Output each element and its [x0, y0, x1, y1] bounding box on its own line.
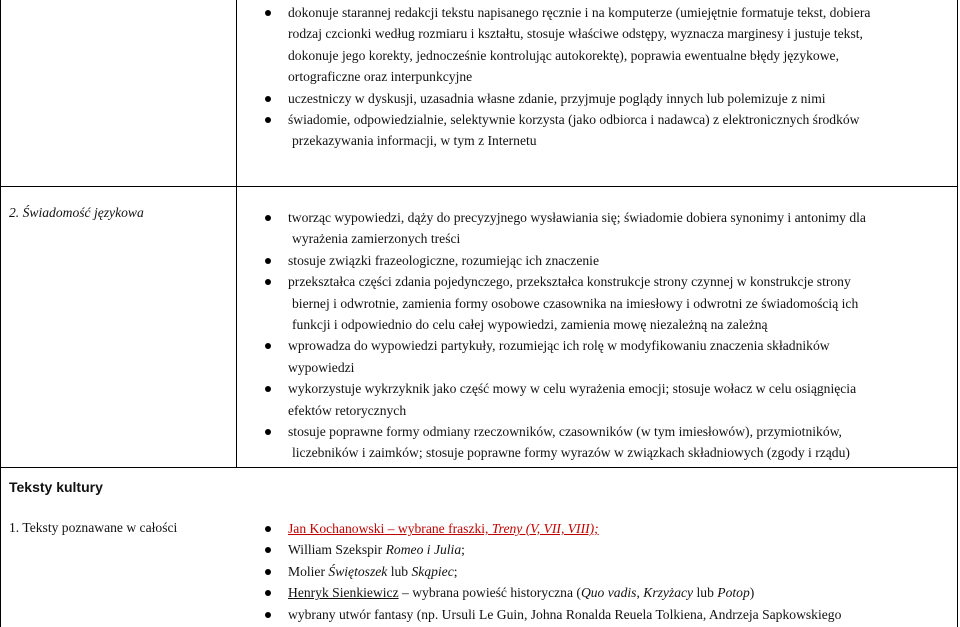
section3-title: Teksty kultury [9, 479, 103, 495]
bullet-icon [265, 343, 271, 349]
work-title: Quo vadis [580, 585, 637, 601]
list-item: uczestniczy w dyskusji, uzasadnia własne zdanie, przyjmuje poglądy innych lub polemizuje z nimi [288, 88, 952, 109]
bullet-icon [265, 117, 271, 123]
bullet-icon [265, 547, 271, 553]
list-item: świadomie, odpowiedzialnie, selektywnie korzysta (jako odbiorca i nadawca) z elektronicznych środków przekazywania informacji, w tym z Internetu [288, 109, 952, 152]
bullet-icon [265, 258, 271, 264]
work-title: Potop [717, 585, 750, 601]
section3-subheading: 1. Teksty poznawane w całości [9, 520, 178, 535]
section2-list [288, 207, 952, 464]
list-item: tworząc wypowiedzi, dąży do precyzyjnego wysławiania się; świadomie dobiera synonimy i antonimy dla wyrażenia zamierzonych treści [288, 207, 952, 250]
list-item: przekształca części zdania pojedynczego, przekształca konstrukcje strony czynnej w konstrukcje strony biernej i odwrotnie, zamienia formy osobowe czasownika na imiesłowy i odwrotni ze świadomością ich funkcji i odpowiednio do celu całej wypowiedzi, zamienia mowę niezależną na zależną [288, 271, 952, 335]
bullet-icon [265, 612, 271, 618]
list-item: Molier Świętoszek lub Skąpiec; [288, 561, 952, 582]
list-item: dokonuje starannej redakcji tekstu napisanego ręcznie i na komputerze (umiejętnie formatuje tekst, dobiera rodzaj czcionki według rozmiaru i kształtu, stosuje właściwe odstępy, wyznacza marginesy i justuje tekst, dokonuje jego korekty, jednocześnie kontrolując autokorektę), poprawia ewentualne błędy językowe, ortograficzne oraz interpunkcyjne [288, 2, 952, 88]
table-column-divider [236, 0, 237, 468]
list-item: wprowadza do wypowiedzi partykuły, rozumiejąc ich rolę w modyfikowaniu znaczenia składników wypowiedzi [288, 335, 952, 378]
section2-heading: 2. Świadomość językowa [9, 205, 144, 220]
bullet-icon [265, 386, 271, 392]
list-item: wybrany utwór fantasy (np. Ursuli Le Guin, Johna Ronalda Reuela Tolkiena, Andrzeja Sapkowskiego [288, 604, 952, 625]
author-link[interactable]: Jan Kochanowski [288, 521, 385, 536]
work-title: Krzyżacy [643, 585, 694, 601]
work-title: Skąpiec [411, 563, 454, 579]
table-row-divider [0, 467, 958, 468]
bullet-icon [265, 279, 271, 285]
bullet-icon [265, 569, 271, 575]
author-link[interactable]: Henryk Sienkiewicz [288, 585, 399, 601]
work-title: Świętoszek [328, 563, 388, 579]
bullet-icon [265, 96, 271, 102]
bullet-icon [265, 526, 271, 532]
bullet-icon [265, 215, 271, 221]
work-title: Romeo i Julia [385, 542, 462, 558]
list-item: William Szekspir Romeo i Julia; [288, 539, 952, 560]
bullet-icon [265, 429, 271, 435]
bullet-icon [265, 590, 271, 596]
list-item: stosuje związki frazeologiczne, rozumiejąc ich znaczenie [288, 250, 952, 271]
table-border-right [957, 0, 958, 627]
work-title: Treny (V, VII, VIII); [491, 521, 599, 536]
section3-list [288, 518, 952, 625]
bullet-icon [265, 10, 271, 16]
table-border-left [0, 0, 1, 627]
list-item: wykorzystuje wykrzyknik jako część mowy w celu wyrażenia emocji; stosuje wołacz w celu osiągnięcia efektów retorycznych [288, 378, 952, 421]
list-item: Jan Kochanowski – wybrane fraszki, Treny (V, VII, VIII); [288, 518, 952, 539]
section1-list [288, 2, 952, 152]
table-row-divider [0, 186, 958, 187]
list-item: Henryk Sienkiewicz – wybrana powieść historyczna (Quo vadis, Krzyżacy lub Potop) [288, 582, 952, 603]
list-item: stosuje poprawne formy odmiany rzeczowników, czasowników (w tym imiesłowów), przymiotników, liczebników i zaimków; stosuje poprawne formy wyrazów w związkach składniowych (zgody i rządu) [288, 421, 952, 464]
